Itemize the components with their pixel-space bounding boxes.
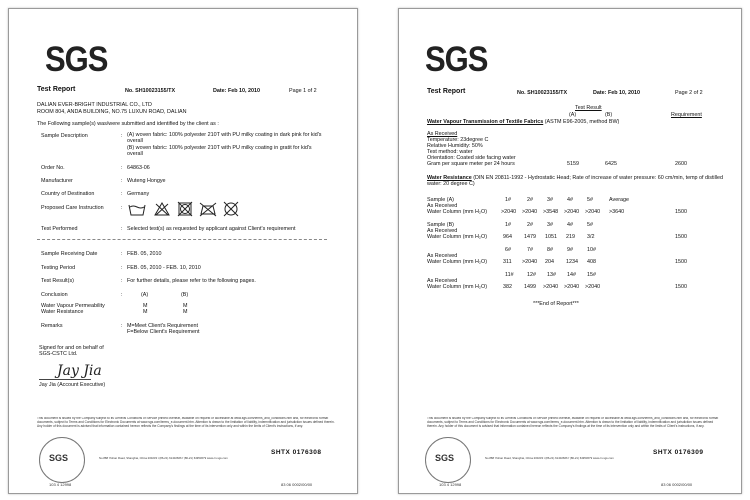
country-value: Germany [127, 191, 150, 197]
water-column-value: >2040 [585, 209, 601, 215]
water-column-value: 1499 [524, 284, 536, 290]
care-symbols [127, 201, 257, 217]
water-column-value: >3548 [543, 209, 559, 215]
client-company: DALIAN EVER-BRIGHT INDUSTRIAL CO., LTD [37, 102, 152, 108]
no-iron-icon [200, 203, 216, 216]
spec-header: 4# [567, 222, 573, 228]
label-remarks: Remarks [41, 323, 63, 329]
colon: : [121, 323, 123, 329]
serial-number: SHTX 0176309 [653, 449, 704, 456]
colon: : [121, 178, 123, 184]
sample-description-b: (B) woven fabric: 100% polyester 210T with PU milky coating in gratit for kid's overall [127, 145, 312, 157]
receiving-date-value: FEB. 05, 2010 [127, 251, 162, 257]
wr-method: (DIN EN 20811-1992 - Hydrostatic Head; Rate of increase of water pressure: 60 cm/min, temp of distilled water: 20 degree C) [427, 175, 724, 187]
sample-description-a: (A) woven fabric: 100% polyester 210T with PU milky coating in dark pink for kid's overall [127, 132, 322, 144]
water-column-value: 382 [503, 284, 512, 290]
divider [37, 239, 327, 240]
sample-b-water-column-label: Water Column (mm H₂O) [427, 234, 487, 240]
spec-header: 5# [587, 222, 593, 228]
spec-header: 1# [505, 197, 511, 203]
label-water-resistance: Water Resistance [41, 309, 84, 315]
water-column-value: 311 [503, 259, 512, 265]
spec-header: 7# [527, 247, 533, 253]
spec-header: 14# [567, 272, 576, 278]
water-column-value: 219 [566, 234, 575, 240]
column-a-header: (A) [141, 292, 149, 298]
water-column-value: 964 [503, 234, 512, 240]
wash-tub-icon [129, 205, 145, 215]
terms-fine-print: This document is issued by the Company subject to its General Conditions of Service printed overleaf, available on request or accessible at www.sgs.com/terms_and_conditions.htm and, for electronic format documents, subject to Terms and Conditions for Electronic Documents at www.sgs.com/terms_e-document.htm. Attention is drawn to the limitation of liability, indemnification and jurisdiction issues defined therein. Any holder of this document is advised that information contained hereon reflects the Company's findings at the time of its intervention only and within the limits of Client's instructions, if any. [427, 417, 719, 428]
footer-address: No.888 Yishan Road, Shanghai, China 200233 t (86-21) 61402666 f (86-21) 64953679 www.cn.sgs.com [99, 456, 228, 460]
signature-line [39, 379, 91, 380]
wr-title: Water Resistance [427, 175, 472, 181]
terms-fine-print: This document is issued by the Company subject to its General Conditions of Service printed overleaf, available on request or accessible at www.sgs.com/terms_and_conditions.htm and, for electronic format documents, subject to Terms and Conditions for Electronic Documents at www.sgs.com/terms_e-document.htm. Attention is drawn to the limitation of liability, indemnification and jurisdiction issues defined therein. Any holder of this document is advised that information contained hereon reflects the Company's findings at the time of its intervention only and within the limits of Client's instructions, if any. [37, 417, 335, 428]
sample-a-as-received: As Received [427, 203, 458, 209]
spec-header: 3# [547, 197, 553, 203]
wvt-heading [427, 119, 619, 125]
colon: : [121, 265, 123, 271]
requirement-header: Requirement [671, 112, 702, 118]
bottom-code-right: 83 06 0002/00/00 [281, 482, 313, 487]
signer-name: Jay Jia (Account Executive) [39, 382, 106, 388]
test-performed-value: Selected test(s) as requested by applicant against Client's requirement [127, 226, 296, 232]
wvp-result-a: M [143, 303, 148, 309]
label-manufacturer: Manufacturer [41, 178, 73, 184]
sgs-logo: SGS [425, 39, 488, 80]
label-conclusion: Conclusion [41, 292, 68, 298]
footer-address: No.888 Yishan Road, Shanghai, China 200233 t (86-21) 61402666 f (86-21) 64953679 www.cn.sgs.com [485, 456, 614, 460]
sample-b-as-received: As Received [427, 228, 458, 234]
orientation: Orientation: Coated side facing water [427, 155, 516, 161]
average-header: Average [609, 197, 629, 203]
requirement-value: 1500 [675, 209, 687, 215]
column-a-header: (A) [569, 112, 577, 118]
wvt-title: Water Vapour Transmission of Textile Fabrics [427, 119, 544, 125]
report-page-2 [398, 8, 742, 494]
page-number: Page 1 of 2 [289, 88, 317, 94]
requirement-value: 1500 [675, 234, 687, 240]
no-tumble-dry-icon [178, 202, 192, 216]
manufacturer-value: Wuteng Hongye [127, 178, 166, 184]
label-sample-description: Sample Description [41, 133, 88, 139]
spec-header: 5# [587, 197, 593, 203]
wr-heading [427, 175, 727, 187]
end-of-report: ***End of Report*** [533, 301, 579, 307]
report-page-1 [8, 8, 358, 494]
water-column-value: >2040 [522, 259, 538, 265]
report-date: Date: Feb 10, 2010 [593, 90, 641, 96]
water-column-value: 204 [545, 259, 554, 265]
requirement-value: 1500 [675, 259, 687, 265]
as-received-label: As Received [427, 278, 458, 284]
sample-a-label: Sample (A) [427, 197, 454, 203]
bottom-code-left: 103 4 12998 [49, 482, 72, 487]
no-bleach-icon [155, 203, 169, 215]
spec-header: 6# [505, 247, 511, 253]
signature: Jay Jia [57, 363, 102, 379]
water-column-value: 1051 [545, 234, 557, 240]
water-column-label: Water Column (mm H₂O) [427, 259, 487, 265]
colon: : [121, 205, 123, 211]
as-received-label: As Received [427, 253, 458, 259]
test-result-header: Test Result [575, 105, 602, 111]
label-country: Country of Destination [41, 191, 95, 197]
requirement-value: 1500 [675, 284, 687, 290]
testing-period-value: FEB. 05, 2010 - FEB. 10, 2010 [127, 265, 201, 271]
label-receiving-date: Sample Receiving Date [41, 251, 98, 257]
humidity: Relative Humidity: 50% [427, 143, 483, 149]
label-water-vapour: Water Vapour Permeability [41, 303, 105, 309]
spec-header: 9# [567, 247, 573, 253]
spec-header: 10# [587, 247, 596, 253]
serial-number: SHTX 0176308 [271, 449, 322, 456]
water-column-value: 3/2 [587, 234, 595, 240]
sample-a-water-column-label: Water Column (mm H₂O) [427, 209, 487, 215]
gram-value-b: 6425 [605, 161, 617, 167]
sgs-logo: SGS [45, 39, 108, 80]
spec-header: 15# [587, 272, 596, 278]
spec-header: 11# [505, 272, 514, 278]
test-results-value: For further details, please refer to the following pages. [127, 278, 256, 284]
signed-org: SGS-CSTC Ltd. [39, 351, 78, 357]
label-testing-period: Testing Period [41, 265, 76, 271]
label-test-results: Test Result(s) [41, 278, 74, 284]
stamp-logo: SGS [435, 453, 455, 463]
page-title: Test Report [427, 88, 466, 95]
water-column-value: >2040 [585, 284, 601, 290]
order-no-value: 64863-06 [127, 165, 150, 171]
label-order-no: Order No. [41, 165, 65, 171]
gram-requirement: 2600 [675, 161, 687, 167]
report-number: No. SH10023155/TX [125, 88, 176, 94]
spec-header: 12# [527, 272, 536, 278]
water-column-value: >2040 [543, 284, 559, 290]
spec-header: 13# [547, 272, 556, 278]
remarks-fail: F=Below Client's Requirement [127, 329, 200, 335]
colon: : [121, 278, 123, 284]
column-b-header: (B) [181, 292, 189, 298]
page-number: Page 2 of 2 [675, 90, 703, 96]
colon: : [121, 165, 123, 171]
water-column-value: >2040 [564, 284, 580, 290]
water-column-value: 1234 [566, 259, 578, 265]
spec-header: 2# [527, 222, 533, 228]
column-b-header: (B) [605, 112, 613, 118]
water-column-value: 1479 [524, 234, 536, 240]
remarks-meet: M=Meet Client's Requirement [127, 323, 198, 329]
wvp-result-b: M [183, 303, 188, 309]
gram-label: Gram per square meter per 24 hours [427, 161, 515, 167]
bottom-code-right: 83 06 0002/00/00 [661, 482, 693, 487]
colon: : [121, 226, 123, 232]
spec-header: 3# [547, 222, 553, 228]
sample-b-label: Sample (B) [427, 222, 454, 228]
no-dry-clean-icon [224, 202, 238, 216]
spec-header: 2# [527, 197, 533, 203]
wvt-method: (ASTM E96-2005, method BW) [544, 119, 620, 125]
colon: : [121, 292, 123, 298]
colon: : [121, 133, 123, 139]
water-column-value: >2040 [501, 209, 517, 215]
label-test-performed: Test Performed [41, 226, 78, 232]
water-column-label: Water Column (mm H₂O) [427, 284, 487, 290]
test-method: Test method: water [427, 149, 473, 155]
stamp-logo: SGS [49, 453, 69, 463]
water-column-value: >2040 [564, 209, 580, 215]
page-title: Test Report [37, 86, 76, 93]
gram-value-a: 5159 [567, 161, 579, 167]
wr-result-b: M [183, 309, 188, 315]
water-column-average: >3640 [609, 209, 625, 215]
as-received-label: As Received [427, 131, 458, 137]
label-care-instruction: Proposed Care Instruction [41, 205, 104, 211]
report-number: No. SH10023155/TX [517, 90, 568, 96]
spec-header: 8# [547, 247, 553, 253]
water-column-value: 408 [587, 259, 596, 265]
colon: : [121, 251, 123, 257]
report-date: Date: Feb 10, 2010 [213, 88, 261, 94]
spec-header: 1# [505, 222, 511, 228]
bottom-code-left: 103 4 12998 [439, 482, 462, 487]
signed-for-text: Signed for and on behalf of [39, 345, 104, 351]
client-address: ROOM 804, ANDA BUILDING, NO.75 LUXUN ROAD, DALIAN [37, 109, 187, 115]
colon: : [121, 191, 123, 197]
wr-result-a: M [143, 309, 148, 315]
water-column-value: >2040 [522, 209, 538, 215]
spec-header: 4# [567, 197, 573, 203]
intro-text: The Following sample(s) was/were submitted and identified by the client as : [37, 121, 219, 127]
temperature: Temperature: 23degree C [427, 137, 489, 143]
